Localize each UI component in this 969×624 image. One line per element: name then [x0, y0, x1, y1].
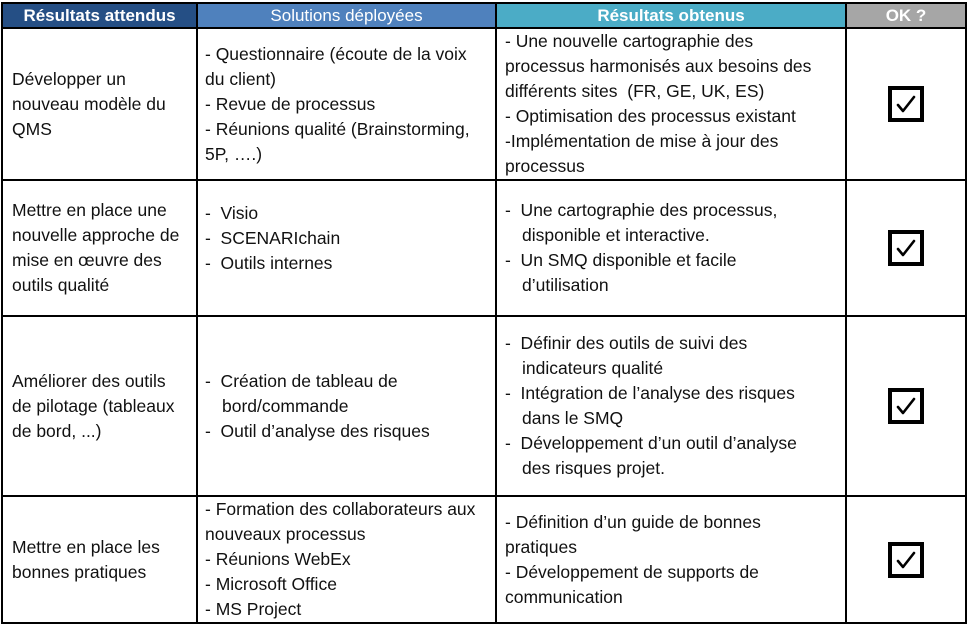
expected-cell	[2, 180, 197, 316]
cell-text: - Une nouvelle cartographie des	[505, 31, 754, 51]
cell-text: communication	[505, 586, 623, 607]
solutions-cell	[197, 28, 496, 180]
header-deployed-solutions: Solutions déployées	[197, 3, 496, 28]
cell-text: - Revue de processus	[205, 93, 376, 114]
cell-text: - Un SMQ disponible et facile	[505, 250, 737, 270]
cell-text: pratiques	[505, 536, 577, 557]
solutions-cell	[197, 316, 496, 496]
cell-text: - MS Project	[205, 599, 302, 619]
obtained-cell	[496, 180, 846, 316]
cell-text: bonnes pratiques	[12, 561, 147, 582]
table-row	[2, 28, 966, 180]
checked-box-icon	[888, 230, 924, 266]
cell-text: disponible et interactive.	[522, 225, 710, 245]
checked-box-icon	[888, 86, 924, 122]
header-expected-results: Résultats attendus	[2, 3, 197, 28]
cell-text: - Questionnaire (écoute de la voix	[205, 43, 467, 64]
cell-text: nouveau modèle du	[12, 93, 166, 114]
cell-text: indicateurs qualité	[522, 358, 664, 378]
header-ok: OK ?	[846, 3, 966, 28]
cell-text: mise en œuvre des	[12, 250, 162, 270]
table-row	[2, 496, 966, 623]
cell-text: Développer un	[12, 68, 126, 89]
cell-text: différents sites (FR, GE, UK, ES)	[505, 81, 765, 101]
cell-text: Améliorer des outils	[12, 370, 166, 391]
cell-text: - Outils internes	[205, 253, 333, 273]
cell-text: nouvelle approche de	[12, 225, 180, 245]
obtained-cell	[496, 496, 846, 623]
ok-cell	[846, 28, 966, 180]
cell-text: - Développement de supports de	[505, 561, 759, 582]
ok-cell	[846, 316, 966, 496]
cell-text: - Développement d’un outil d’analyse	[505, 433, 797, 453]
cell-text: - Réunions WebEx	[205, 549, 351, 569]
cell-text: bord/commande	[222, 395, 349, 416]
table-row	[2, 316, 966, 496]
results-table	[1, 2, 967, 624]
cell-text: - SCENARIchain	[205, 228, 341, 248]
cell-text: nouveaux processus	[205, 524, 366, 544]
expected-cell	[2, 28, 197, 180]
expected-cell	[2, 316, 197, 496]
cell-text: des risques projet.	[522, 458, 665, 478]
cell-text: - Définition d’un guide de bonnes	[505, 511, 761, 532]
ok-cell	[846, 496, 966, 623]
cell-text: - Optimisation des processus existant	[505, 106, 796, 126]
cell-text: d’utilisation	[522, 275, 609, 295]
cell-text: du client)	[205, 68, 277, 89]
cell-text: - Intégration de l’analyse des risques	[505, 383, 795, 403]
cell-text: Mettre en place une	[12, 200, 167, 220]
cell-text: - Microsoft Office	[205, 574, 337, 594]
cell-text: - Une cartographie des processus,	[505, 200, 778, 220]
cell-text: - Réunions qualité (Brainstorming,	[205, 118, 470, 139]
cell-text: QMS	[12, 118, 52, 139]
table-row	[2, 180, 966, 316]
cell-text: 5P, ….)	[205, 143, 263, 164]
obtained-cell	[496, 28, 846, 180]
solutions-cell	[197, 180, 496, 316]
cell-text: dans le SMQ	[522, 408, 624, 428]
cell-text: - Outil d’analyse des risques	[205, 420, 430, 441]
checked-box-icon	[888, 542, 924, 578]
checked-box-icon	[888, 388, 924, 424]
obtained-cell	[496, 316, 846, 496]
cell-text: - Création de tableau de	[205, 370, 398, 391]
ok-cell	[846, 180, 966, 316]
cell-text: Mettre en place les	[12, 536, 160, 557]
expected-cell	[2, 496, 197, 623]
header-row	[2, 3, 966, 28]
cell-text: outils qualité	[12, 275, 110, 295]
cell-text: de pilotage (tableaux	[12, 395, 175, 416]
cell-text: processus harmonisés aux besoins des	[505, 56, 812, 76]
solutions-cell	[197, 496, 496, 623]
cell-text: - Visio	[205, 203, 259, 223]
cell-text: - Définir des outils de suivi des	[505, 333, 748, 353]
cell-text: de bord, ...)	[12, 420, 102, 441]
cell-text: processus	[505, 156, 585, 176]
cell-text: - Formation des collaborateurs aux	[205, 499, 476, 519]
cell-text: -Implémentation de mise à jour des	[505, 131, 779, 151]
header-obtained-results: Résultats obtenus	[496, 3, 846, 28]
